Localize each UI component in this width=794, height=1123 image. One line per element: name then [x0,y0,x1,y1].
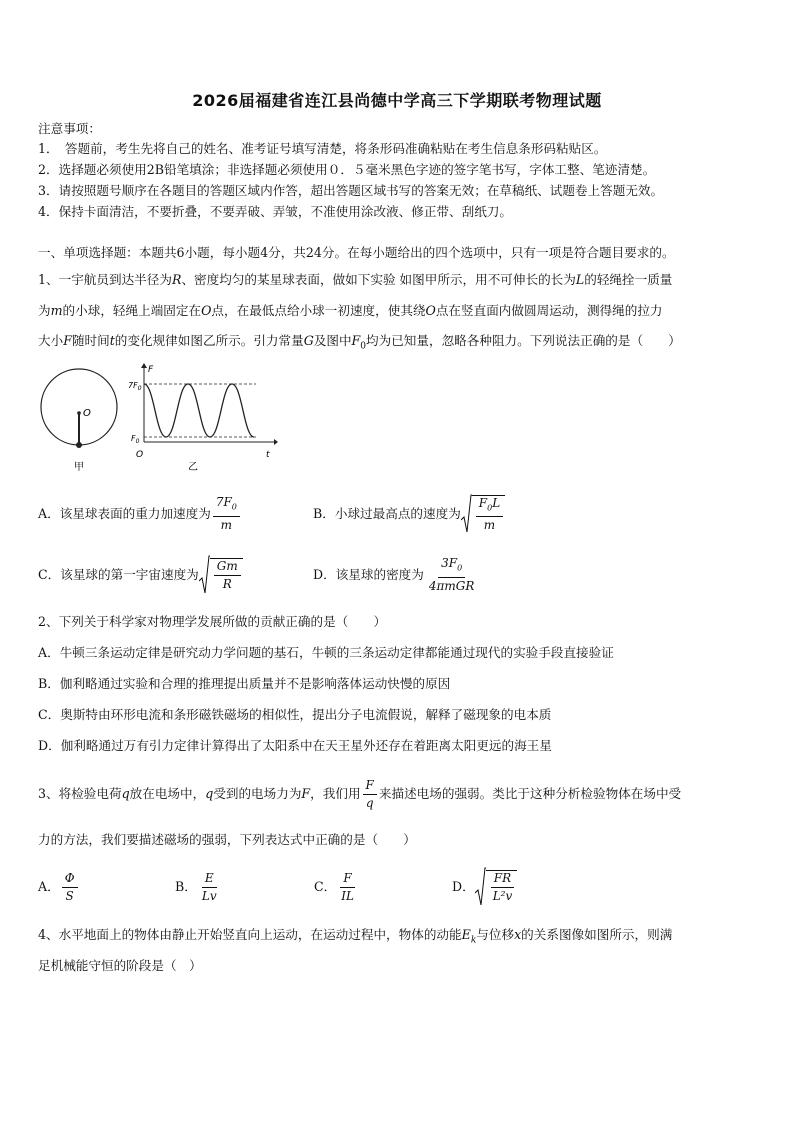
q2-option-b: B．伽利略通过实验和合理的推理提出质量并不是影响落体运动快慢的原因 [38,676,451,691]
q3-option-d: D． $\frac{FR}{\text{L²v}}$ [452,865,517,909]
t-axis-label: t [266,450,270,460]
t-axis-arrow [274,439,278,445]
q3-option-c: C． $\frac{F}{IL}$ [314,870,354,903]
q3-option-b: B． $\frac{E}{Lv}$ [175,870,217,903]
notice-item-3: 3．请按照题号顺序在各题目的答题区域内作答，超出答题区域书写的答案无效；在草稿纸、试题卷上答题无效。 [38,183,664,198]
f-axis-label: F [148,365,154,375]
sqrt-b: $\frac{F_0L}{m}$ [461,494,505,534]
q4-line-2: 足机械能守恒的阶段是（ ） [38,958,202,973]
sqrt-q3-d: $\frac{FR}{\text{L²v}}$ [475,867,518,907]
ball-mark [76,442,82,448]
q3-line-1: 3、将检验电荷 q 放在电场中， q 受到的电场力为 F ，我们用 $\frac{F}{q}$ 来描述电场的强弱。类比于这种分析检验物体在场中受 [38,777,682,810]
figure-yi [128,362,278,474]
q2-option-c: C．奥斯特由环形电流和条形磁铁磁场的相似性，提出分子电流假说，解释了磁现象的电本质 [38,707,552,722]
q3-line-2: 力的方法，我们要描述磁场的强弱，下列表达式中正确的是（ ） [38,832,416,847]
figure-jia [38,366,128,474]
sqrt-c: $\frac{Gm}{R}$ [199,555,243,595]
frac-f-over-q: $\frac{F}{q}$ [363,778,377,811]
notice-item-4: 4．保持卡面清洁，不要折叠，不要弄破、弄皱，不准使用涂改液、修正带、刮纸刀。 [38,204,512,219]
notice-item-1: 1． 答题前，考生先将自己的姓名、准考证号填写清楚，将条形码准确粘贴在考生信息条形码粘贴区。 [38,141,607,156]
q1-option-d: D．该星球的密度为 $\frac{3F_0}{\text{4πmGR}}$ [313,553,479,597]
frac-d: $\frac{3F_0}{\text{4πmGR}}$ [428,556,475,593]
section-heading: 一、单项选择题：本题共6小题，每小题4分，共24分。在每小题给出的四个选项中，只有一项是符合题目要求的。 [38,245,675,260]
q2-option-d: D．伽利略通过万有引力定律计算得出了太阳系中在天王星外还存在着距离太阳更远的海王星 [38,738,552,753]
figure-yi-caption: 乙 [188,462,198,473]
q1-line-3: 大小F随时间t的变化规律如图乙所示。引力常量G及图中$F_0$均为已知量，忽略各种阻力。下列说法正确的是（ ） [38,333,681,352]
tick-bottom-label: $F_0$ [131,434,140,445]
q4-line-1: 4、水平地面上的物体由静止开始竖直向上运动，在运动过程中，物体的动能$E_k$与位移x的关系图像如图所示，则满 [38,927,673,946]
notice-heading: 注意事项： [38,121,101,136]
q1-option-b: B．小球过最高点的速度为 $\frac{F_0L}{m}$ [313,492,505,536]
q1-line-2: 为m的小球，轻绳上端固定在O点，在最低点给小球一初速度，使其绕O点在竖直面内做圆周运动，测得绳的拉力 [38,303,663,318]
pivot-label: O [83,408,91,419]
force-curve [144,384,254,437]
q1-option-a: A．该星球表面的重力加速度为 $\frac{7F_0}{m}$ [38,492,242,536]
origin-label: O [136,450,144,460]
page-title: 2026届福建省连江县尚德中学高三下学期联考物理试题 [192,91,602,110]
q1-line-1: 1、一宇航员到达半径为R、密度均匀的某星球表面，做如下实验 如图甲所示，用不可伸长的长为L的轻绳拴一质量 [38,272,673,287]
figure-jia-caption: 甲 [74,462,84,473]
f-axis-arrow [141,363,147,368]
q2-stem: 2、下列关于科学家对物理学发展所做的贡献正确的是（ ） [38,614,387,629]
q2-option-a: A．牛顿三条运动定律是研究动力学问题的基石，牛顿的三条运动定律都能通过现代的实验手段直接验证 [38,645,614,660]
tick-top-label: $7F_0$ [128,381,142,392]
q1-option-c: C．该星球的第一宇宙速度为 $\frac{Gm}{R}$ [38,553,243,597]
pivot-point [77,411,81,415]
notice-item-2: 2．选择题必须使用2B铅笔填涂；非选择题必须使用０．５毫米黑色字迹的签字笔书写，字体工整、笔迹清楚。 [38,162,656,177]
frac-a: $\frac{7F_0}{m}$ [213,495,240,532]
q3-option-a: A． $\frac{\Phi}{S}$ [38,865,80,909]
